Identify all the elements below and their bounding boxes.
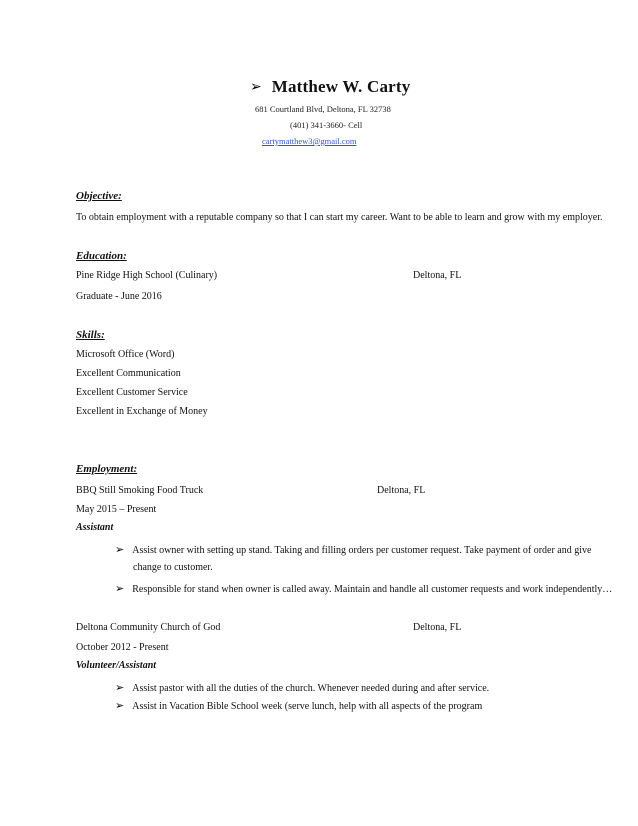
job1-bullet-1-continued: change to customer. [133,562,213,573]
job1-dates: May 2015 – Present [76,504,157,515]
school-location: Deltona, FL [413,270,462,281]
bullet-text: Assist in Vacation Bible School week (serve lunch, help with all aspects of the program [132,701,483,712]
job2-dates: October 2012 - Present [76,642,169,653]
bullet-text: Assist owner with setting up stand. Taking and filling orders per customer request. Take payment of order and give [132,545,592,556]
job2-bullet-1 [115,681,489,694]
education-heading: Education: [76,250,127,262]
bullet-text: Assist pastor with all the duties of the church. Whenever needed during and after service. [132,683,490,694]
skill-item: Excellent Communication [76,368,181,379]
applicant-name: Matthew W. Carty [271,77,411,96]
employment-heading: Employment: [76,463,138,475]
job2-title: Volunteer/Assistant [76,660,157,671]
bullet-text: Responsible for stand when owner is called away. Maintain and handle all customer requests and work independently… [132,584,613,595]
skill-item: Excellent Customer Service [76,387,188,398]
phone: (401) 341-3660- Cell [290,120,363,130]
job2-bullet-2 [115,699,482,712]
job1-employer: BBQ Still Smoking Food Truck [76,485,204,496]
arrow-bullet-icon: ➢ [115,700,125,712]
arrow-bullet-icon: ➢ [115,544,125,556]
name-line [250,77,410,97]
job1-title: Assistant [76,522,114,533]
job1-bullet-1 [115,543,591,556]
objective-heading: Objective: [76,190,122,202]
arrow-bullet-icon: ➢ [250,79,262,95]
arrow-bullet-icon: ➢ [115,583,125,595]
job1-bullet-2 [115,582,612,595]
skill-item: Excellent in Exchange of Money [76,406,208,417]
skill-item: Microsoft Office (Word) [76,349,175,360]
school-name: Pine Ridge High School (Culinary) [76,270,218,281]
graduation-date: Graduate - June 2016 [76,291,162,302]
job1-location: Deltona, FL [377,485,426,496]
email-link[interactable]: cartymatthew3@gmail.com [262,136,357,146]
skills-heading: Skills: [76,329,105,341]
job2-employer: Deltona Community Church of God [76,622,221,633]
objective-text: To obtain employment with a reputable company so that I can start my career. Want to be able to learn and grow with my employer. [76,212,603,223]
arrow-bullet-icon: ➢ [115,682,125,694]
job2-location: Deltona, FL [413,622,462,633]
address: 681 Courtland Blvd, Deltona, FL 32738 [255,104,391,114]
